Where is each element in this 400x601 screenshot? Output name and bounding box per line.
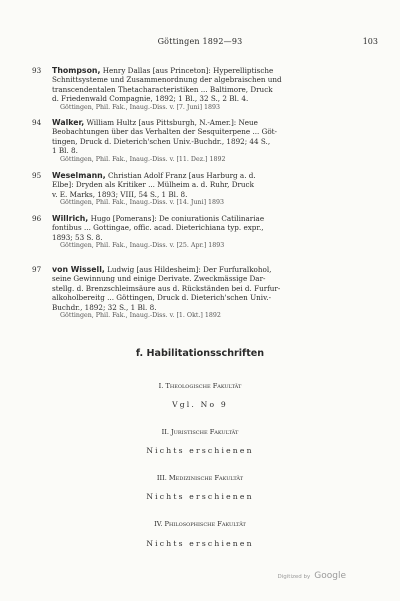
faculty-note: Vgl. No 9 (172, 400, 228, 409)
entry-dissertation-note: Göttingen, Phil. Fak., Inaug.-Diss. v. [7. Juni] 1893 (60, 103, 221, 111)
bibliography-entry (32, 265, 372, 321)
entry-text-line: alkoholbereitg ... Göttingen, Druck d. Dieterich'schen Univ.- (52, 293, 272, 303)
faculty-heading: III. Medizinische Fakultät (156, 474, 244, 482)
faculty-note: Nichts erschienen (146, 539, 254, 548)
entry-text-line: Hugo [Pomerans]: De coniurationis Catilinariae (90, 214, 265, 223)
entry-text-line: fontibus ... Gottingae, offic. acad. Dieterichiana typ. expr., (52, 223, 264, 233)
entry-dissertation-note: Göttingen, Phil. Fak., Inaug.-Diss. v. [14. Juni] 1893 (60, 199, 225, 207)
faculty-heading: I. Theologische Fakultät (158, 382, 242, 390)
entry-dissertation-note: Göttingen, Phil. Fak., Inaug.-Diss. v. [1. Okt.] 1892 (60, 312, 221, 320)
faculty-heading: II. Juristische Fakultät (161, 428, 239, 436)
bibliography-entry (32, 214, 372, 251)
entry-author: Walker, (52, 118, 85, 127)
entry-text-line: d. Friedenwald Compagnie, 1892; 1 Bl., 32 S., 2 Bl. 4. (52, 94, 249, 104)
running-title: Göttingen 1892—93 (157, 37, 243, 46)
entry-text-line: v. E. Marks, 1893; VIII, 54 S., 1 Bl. 8. (52, 189, 188, 199)
entry-author: von Wissell, (52, 265, 105, 274)
bibliography-entry (32, 66, 372, 112)
entry-number: 93 (32, 66, 42, 75)
watermark-prefix: Digitized by (277, 574, 311, 580)
faculty-note: Nichts erschienen (146, 446, 254, 455)
digitized-watermark (278, 571, 346, 581)
google-logo: Google (314, 571, 346, 581)
entry-number: 97 (32, 265, 42, 274)
entry-number: 95 (32, 171, 42, 180)
faculty-heading: IV. Philosophische Fakultät (154, 520, 246, 528)
entry-text-line: Elbe]: Dryden als Kritiker ... Mülheim a. d. Ruhr, Druck (52, 180, 254, 190)
entry-text-line: transcendentalen Thetacharacteristiken ... Baltimore, Druck (52, 84, 273, 94)
entry-text-line: seine Gewinnung und einige Derivate. Zweckmässige Dar- (52, 274, 266, 284)
entry-text-line: Schnittsysteme und Zusammenordnung der algebraischen und (52, 75, 282, 85)
entry-text-line: stellg. d. Brenzschleimsäure aus d. Rückständen bei d. Furfur- (52, 283, 281, 293)
entry-text-line: Henry Dallas [aus Princeton]: Hyperelliptische (102, 66, 274, 75)
section-title: f. Habilitationsschriften (135, 348, 265, 359)
entry-text-line: Ludwig [aus Hildesheim]: Der Furfuralkohol, (107, 265, 272, 274)
entry-text-line: Christian Adolf Franz [aus Harburg a. d. (107, 171, 256, 180)
faculty-note: Nichts erschienen (146, 492, 254, 501)
entry-author: Thompson, (52, 66, 101, 75)
entry-number: 96 (32, 214, 42, 223)
entry-text-line: Beobachtungen über das Verhalten der Sesquiterpene ... Göt- (52, 127, 277, 137)
entry-text-line: 1 Bl. 8. (52, 146, 78, 156)
entry-dissertation-note: Göttingen, Phil. Fak., Inaug.-Diss. v. [25. Apr.] 1893 (60, 242, 225, 250)
entry-text-line: Buchdr., 1892; 32 S., 1 Bl. 8. (52, 302, 157, 312)
page-number: 103 (362, 37, 378, 46)
entry-text-line: William Hultz [aus Pittsburgh, N.-Amer.]: Neue (86, 118, 258, 127)
entry-text-line: tingen, Druck d. Dieterich'schen Univ.-Buchdr., 1892; 44 S., (52, 136, 271, 146)
entry-text-line: 1893; 53 S. 8. (52, 232, 103, 242)
bibliography-entry (32, 171, 372, 208)
entry-author: Willrich, (52, 214, 89, 223)
entry-dissertation-note: Göttingen, Phil. Fak., Inaug.-Diss. v. [11. Dez.] 1892 (60, 155, 226, 163)
bibliography-entry (32, 118, 372, 164)
page-header (0, 37, 400, 51)
entry-author: Weselmann, (52, 171, 106, 180)
entry-number: 94 (32, 118, 42, 127)
